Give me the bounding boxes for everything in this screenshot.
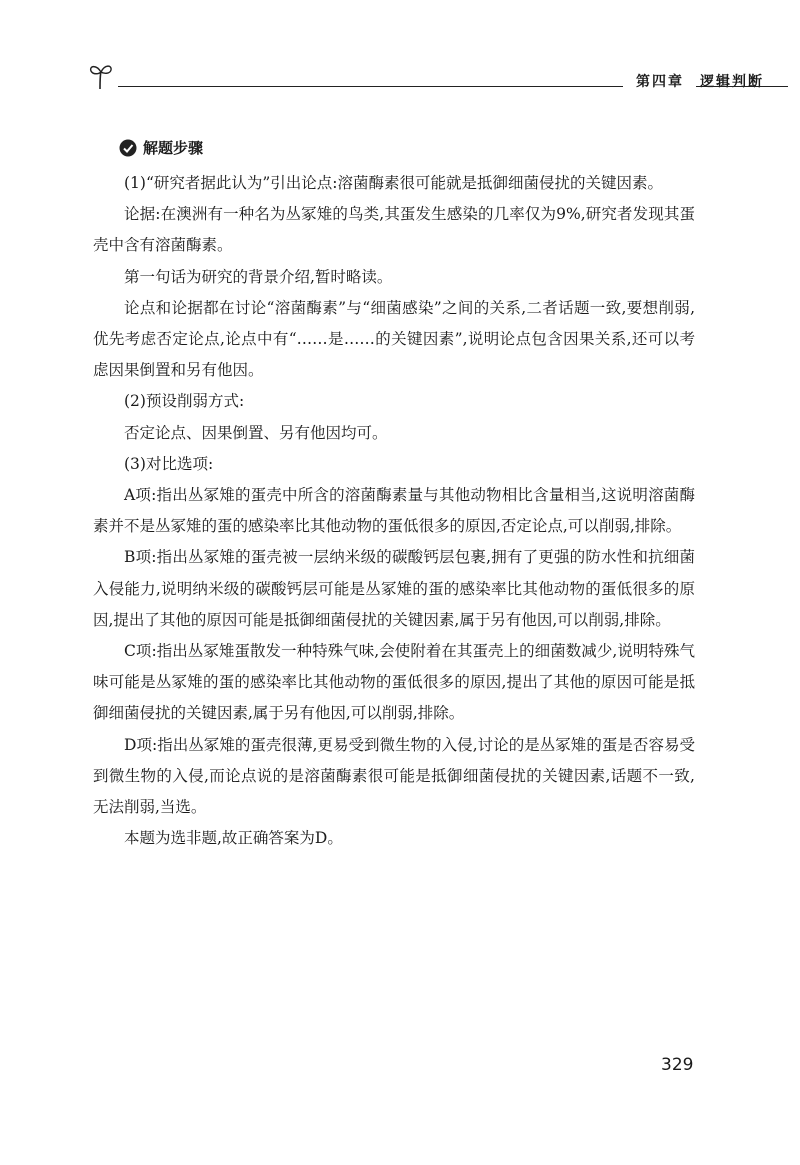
chapter-number: 第四章 bbox=[636, 74, 684, 90]
paragraph: (1)“研究者据此认为”引出论点:溶菌酶素很可能就是抵御细菌侵扰的关键因素。 bbox=[124, 174, 664, 192]
page-header bbox=[88, 62, 788, 92]
answer-explanation bbox=[93, 168, 695, 854]
paragraph: 第一句话为研究的背景介绍,暂时略读。 bbox=[124, 267, 393, 286]
sprout-icon bbox=[88, 62, 114, 90]
chapter-title: 逻辑判断 bbox=[700, 74, 764, 90]
paragraph: 论点和论据都在讨论“溶菌酶素”与“细菌感染”之间的关系,二者话题一致,要想削弱,优先考虑否定论点,论点中有“……是……的关键因素”,说明论点包含因果关系,还可以考虑因果倒置和另有他因。 bbox=[93, 298, 695, 380]
option-b-analysis: B项:指出丛冢雉的蛋壳被一层纳米级的碳酸钙层包裹,拥有了更强的防水性和抗细菌入侵能力,说明纳米级的碳酸钙层可能是丛冢雉的蛋的感染率比其他动物的蛋低很多的原因,提出了其他的原因可能是抵御细菌侵扰的关键因素,属于另有他因,可以削弱,排除。 bbox=[93, 548, 695, 629]
section-title: 解题步骤 bbox=[143, 139, 204, 157]
chapter-heading bbox=[636, 71, 764, 91]
header-rule-right bbox=[696, 86, 788, 87]
paragraph: (3)对比选项: bbox=[124, 454, 214, 473]
paragraph: 否定论点、因果倒置、另有他因均可。 bbox=[124, 423, 388, 442]
option-c-analysis: C项:指出丛冢雉蛋散发一种特殊气味,会使附着在其蛋壳上的细菌数减少,说明特殊气味可能是丛冢雉的蛋的感染率比其他动物的蛋低很多的原因,提出了其他的原因可能是抵御细菌侵扰的关键因素,属于另有他因,可以削弱,排除。 bbox=[93, 642, 695, 723]
option-d-analysis: D项:指出丛冢雉的蛋壳很薄,更易受到微生物的入侵,讨论的是丛冢雉的蛋是否容易受到微生物的入侵,而论点说的是溶菌酶素很可能是抵御细菌侵扰的关键因素,话题不一致,无法削弱,当选。 bbox=[93, 735, 695, 817]
option-a-analysis: A项:指出丛冢雉的蛋壳中所含的溶菌酶素量与其他动物相比含量相当,这说明溶菌酶素并不是丛冢雉的蛋的感染率比其他动物的蛋低很多的原因,否定论点,可以削弱,排除。 bbox=[93, 486, 695, 536]
check-badge-icon bbox=[119, 139, 137, 157]
section-heading bbox=[119, 137, 203, 161]
paragraph: 论据:在澳洲有一种名为丛冢雉的鸟类,其蛋发生感染的几率仅为9%,研究者发现其蛋壳中含有溶菌酶素。 bbox=[93, 205, 695, 255]
conclusion: 本题为选非题,故正确答案为D。 bbox=[124, 829, 343, 848]
header-rule-left bbox=[118, 86, 623, 87]
page-number: 329 bbox=[661, 1055, 694, 1075]
paragraph: (2)预设削弱方式: bbox=[124, 392, 245, 411]
